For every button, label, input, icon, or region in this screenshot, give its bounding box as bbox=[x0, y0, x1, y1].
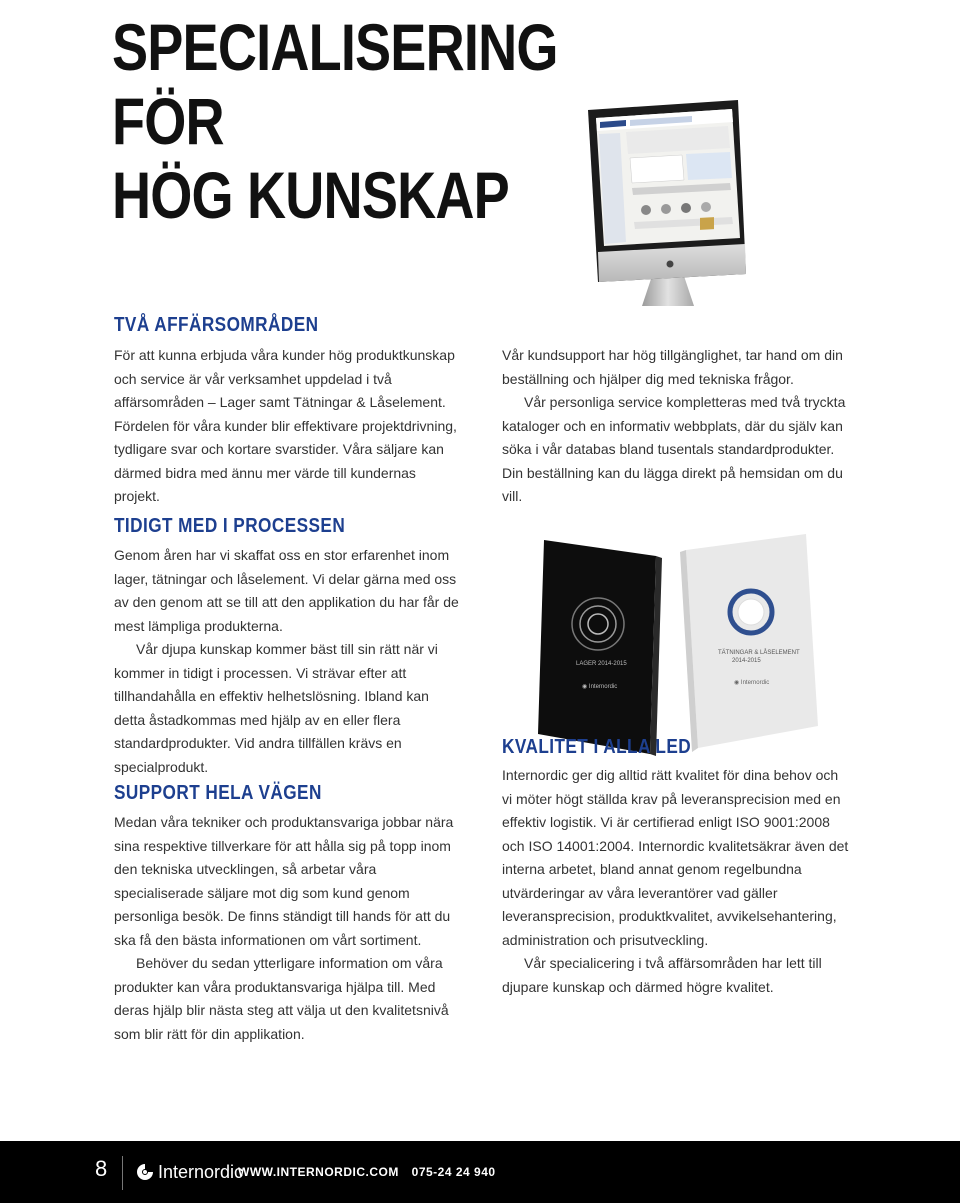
svg-text:◉ Internordic: ◉ Internordic bbox=[582, 684, 618, 690]
page-title-line-2: HÖG KUNSKAP bbox=[112, 158, 509, 232]
footer-phone: 075-24 24 940 bbox=[411, 1165, 496, 1179]
quality-text bbox=[502, 764, 852, 999]
heading-early-process: TIDIGT MED I PROCESSEN bbox=[114, 515, 346, 537]
support-column-text bbox=[502, 344, 852, 509]
early-process-paragraph-2: Vår djupa kunskap kommer bäst till sin rätt när vi kommer in tidigt i processen. Vi strävar efter att tillhandahålla en effektiv helhetslösning. Ibland kan detta åstadkommas med hjälp av en eller flera standardprodukter. Vid andra tillfällen krävs en specialprodukt. bbox=[114, 641, 438, 775]
support-text bbox=[114, 811, 459, 1046]
svg-text:2014-2015: 2014-2015 bbox=[732, 658, 761, 664]
catalogue-books-image bbox=[536, 520, 818, 758]
black-catalogue bbox=[538, 540, 662, 756]
two-areas-text bbox=[114, 344, 464, 509]
footer-divider bbox=[122, 1156, 123, 1190]
internordic-logo bbox=[136, 1160, 243, 1184]
two-areas-paragraph-1: För att kunna erbjuda våra kunder hög produktkunskap och service är vår verksamhet uppdelad i två affärsområden – Lager samt Tätningar & Låselement. Fördelen för våra kunder blir effektivare projektdrivning, tydligare svar och kortare svarstider. Våra säljare kan därmed bidra med ännu mer värde till kundernas projekt. bbox=[114, 347, 457, 504]
page-footer bbox=[0, 1141, 960, 1203]
svg-text:LAGER 2014-2015: LAGER 2014-2015 bbox=[576, 661, 627, 667]
footer-website-link[interactable]: WWW.INTERNORDIC.COM bbox=[238, 1165, 399, 1179]
internordic-logo-icon bbox=[136, 1163, 154, 1181]
svg-text:◉ Internordic: ◉ Internordic bbox=[734, 680, 770, 686]
support-paragraph-1: Medan våra tekniker och produktansvariga jobbar nära sina respektive tillverkare för att hålla sig på topp inom den tekniska utvecklingen, så arbetar våra specialiserade säljare mot dig som kund genom personliga besök. De finns ständigt till hands för att du ska få den bästa informationen om vårt sortiment. bbox=[114, 814, 454, 948]
svg-text:TÄTNINGAR & LÅSELEMENT: TÄTNINGAR & LÅSELEMENT bbox=[718, 650, 800, 656]
early-process-paragraph-1: Genom åren har vi skaffat oss en stor erfarenhet inom lager, tätningar och låselement. Vi delar gärna med oss av den genom att se till att den applikation du har får de mest lämpliga produkterna. bbox=[114, 547, 459, 634]
early-process-text bbox=[114, 544, 459, 779]
quality-paragraph-2: Vår specialicering i två affärsområden har lett till djupare kunskap och därmed högre kvalitet. bbox=[502, 955, 822, 995]
support-paragraph-2: Behöver du sedan ytterligare information om våra produkter kan våra produktansvariga hjälpa till. Med deras hjälp blir nästa steg att välja ut den kvalitetsnivå som blir rätt för din applikation. bbox=[114, 955, 449, 1042]
imac-computer-image bbox=[582, 98, 752, 310]
logo-text: Internordic bbox=[158, 1161, 244, 1182]
heading-support: SUPPORT HELA VÄGEN bbox=[114, 782, 322, 804]
heading-quality: KVALITET I ALLA LED bbox=[502, 736, 692, 758]
support-column-paragraph-1: Vår kundsupport har hög tillgänglighet, tar hand om din beställning och hjälper dig med tekniska frågor. bbox=[502, 347, 843, 387]
page-title-line-1: SPECIALISERING FÖR bbox=[112, 10, 558, 158]
quality-paragraph-1: Internordic ger dig alltid rätt kvalitet för dina behov och vi möter högt ställda krav på leveransprecision med en effektiv logistik. Vi är certifierad enligt ISO 9001:2008 och ISO 14001:2004. Internordic kvalitetsäkrar även det interna arbetet, bland annat genom regelbundna utvärderingar av våra leverantörer vad gäller leveransprecision, produktkvalitet, avvikelsehantering, administration och prisutveckling. bbox=[502, 767, 849, 948]
page-title bbox=[112, 10, 620, 232]
heading-two-areas: TVÅ AFFÄRSOMRÅDEN bbox=[114, 314, 319, 336]
footer-contact bbox=[238, 1165, 496, 1179]
page-number: 8 bbox=[95, 1156, 108, 1181]
support-column-paragraph-2: Vår personliga service kompletteras med två tryckta kataloger och en informativ webbplats, där du själv kan söka i vår databas bland tusentals standardprodukter. Din beställning kan du lägga direkt på hemsidan om du vill. bbox=[502, 394, 846, 504]
white-catalogue bbox=[680, 534, 818, 752]
